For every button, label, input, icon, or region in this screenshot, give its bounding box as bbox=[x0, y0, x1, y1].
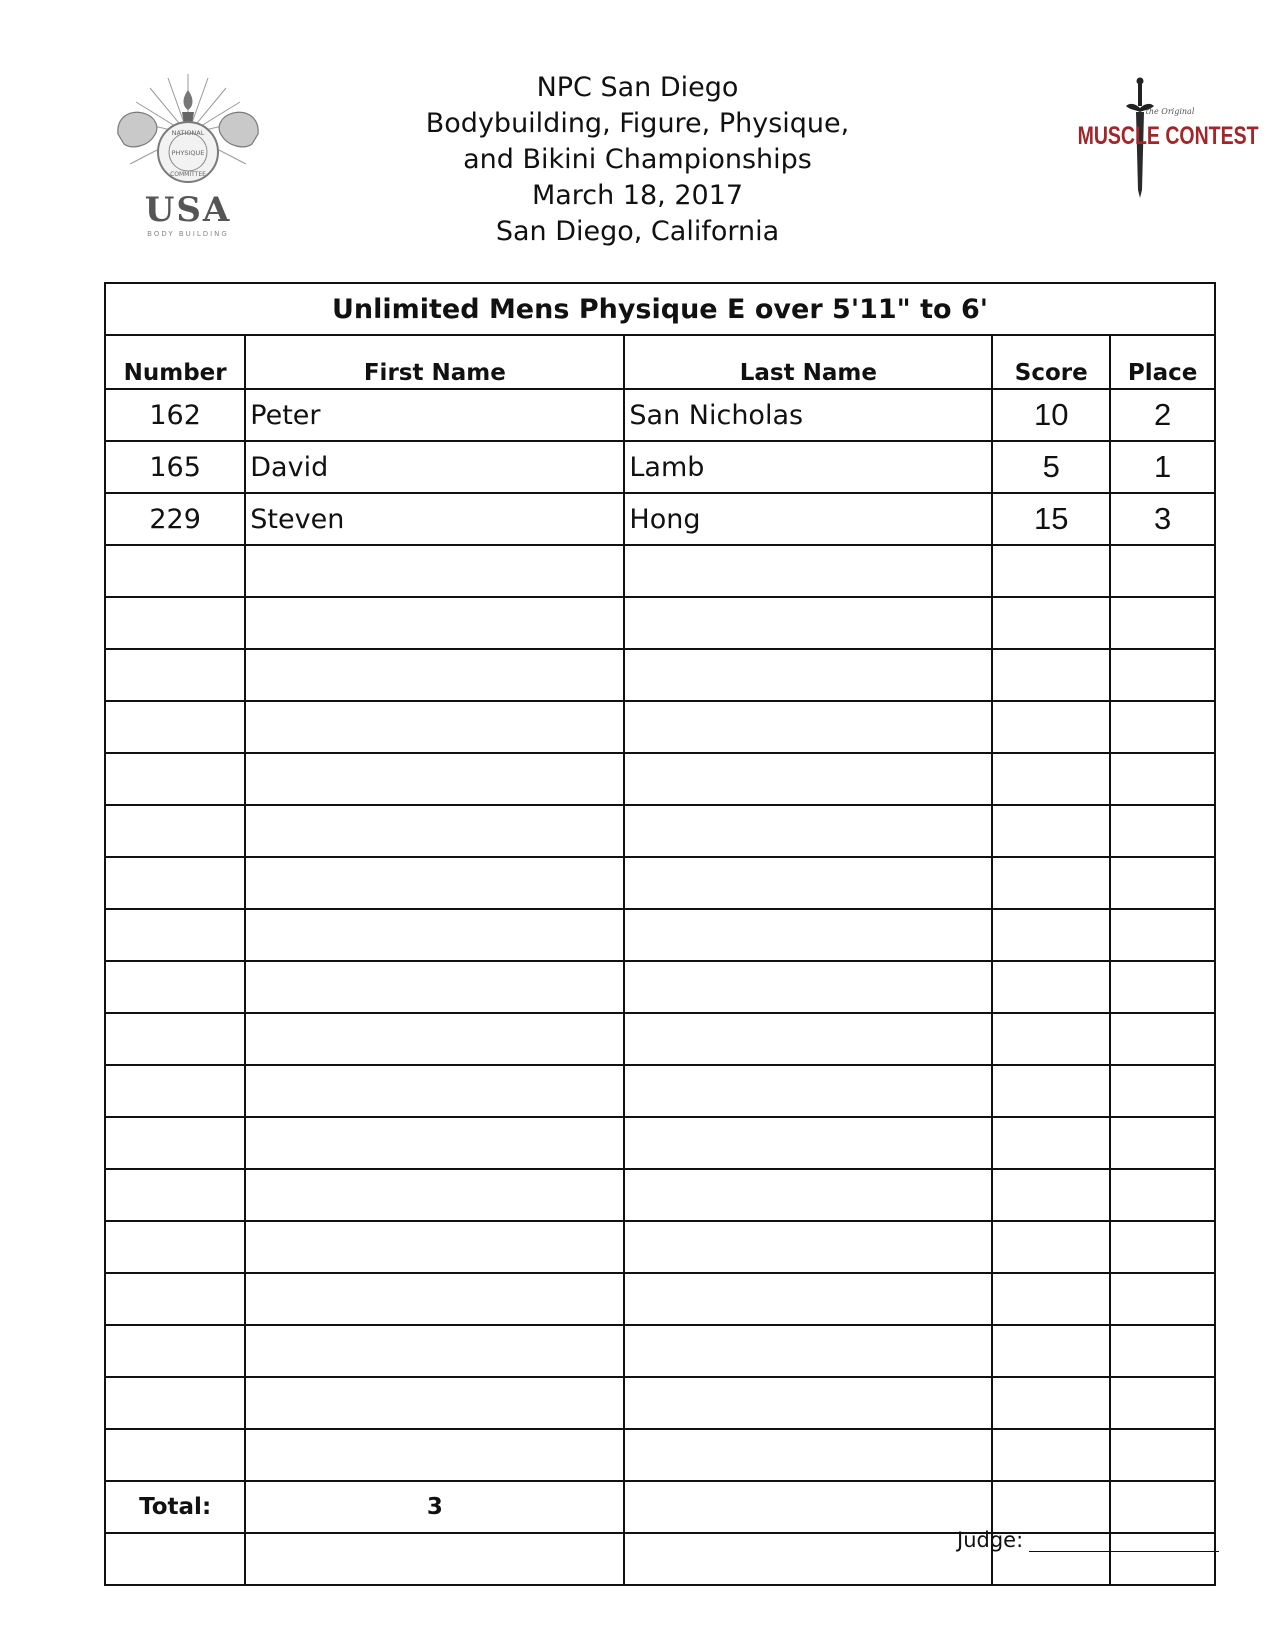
muscle-contest-wordmark: MUSCLE CONTEST bbox=[1077, 122, 1259, 150]
empty-row bbox=[105, 1117, 1215, 1169]
svg-text:PHYSIQUE: PHYSIQUE bbox=[171, 149, 205, 157]
empty-row bbox=[105, 961, 1215, 1013]
competitor-number: 229 bbox=[105, 493, 245, 545]
svg-text:NATIONAL: NATIONAL bbox=[171, 129, 205, 137]
usa-subtext: BODY BUILDING bbox=[147, 230, 229, 238]
col-header-first-name: First Name bbox=[245, 335, 624, 389]
org-name: NPC San Diego bbox=[536, 72, 739, 103]
class-title: Unlimited Mens Physique E over 5'11" to 6' bbox=[105, 283, 1215, 335]
judge-signature-line[interactable] bbox=[1029, 1533, 1219, 1552]
competitor-score: 15 bbox=[992, 493, 1110, 545]
svg-text:COMMITTEE: COMMITTEE bbox=[170, 171, 206, 178]
results-table bbox=[104, 282, 1216, 1586]
empty-row bbox=[105, 1065, 1215, 1117]
table-row bbox=[105, 493, 1215, 545]
svg-text:the Original: the Original bbox=[1145, 107, 1195, 116]
empty-row bbox=[105, 1013, 1215, 1065]
npc-emblem-icon bbox=[108, 72, 268, 192]
competitor-last-name: Lamb bbox=[624, 441, 992, 493]
empty-row bbox=[105, 597, 1215, 649]
competitor-score: 5 bbox=[992, 441, 1110, 493]
competitor-first-name: Steven bbox=[245, 493, 624, 545]
competitor-number: 165 bbox=[105, 441, 245, 493]
judge-signature bbox=[957, 1528, 1219, 1552]
col-header-place: Place bbox=[1110, 335, 1215, 389]
competitor-number: 162 bbox=[105, 389, 245, 441]
competitor-first-name: Peter bbox=[245, 389, 624, 441]
header-row bbox=[105, 335, 1215, 389]
empty-row bbox=[105, 909, 1215, 961]
empty-row bbox=[105, 1377, 1215, 1429]
event-date: March 18, 2017 bbox=[531, 180, 744, 211]
competitor-place: 3 bbox=[1110, 493, 1215, 545]
competitor-first-name: David bbox=[245, 441, 624, 493]
empty-row bbox=[105, 649, 1215, 701]
empty-row bbox=[105, 805, 1215, 857]
title-row bbox=[105, 283, 1215, 335]
script-wordmark-icon bbox=[1060, 94, 1220, 124]
empty-row bbox=[105, 1429, 1215, 1481]
total-row bbox=[105, 1481, 1215, 1533]
event-name-line1: Bodybuilding, Figure, Physique, bbox=[425, 108, 850, 139]
table-row bbox=[105, 441, 1215, 493]
empty-row bbox=[105, 857, 1215, 909]
competitor-score: 10 bbox=[992, 389, 1110, 441]
empty-row bbox=[105, 545, 1215, 597]
col-header-last-name: Last Name bbox=[624, 335, 992, 389]
event-name-line2: and Bikini Championships bbox=[463, 144, 812, 175]
empty-row bbox=[105, 753, 1215, 805]
total-label: Total: bbox=[105, 1481, 245, 1533]
competitor-last-name: San Nicholas bbox=[624, 389, 992, 441]
empty-row bbox=[105, 1169, 1215, 1221]
usa-wordmark: USA bbox=[144, 190, 232, 230]
competitor-place: 2 bbox=[1110, 389, 1215, 441]
empty-row bbox=[105, 701, 1215, 753]
empty-row bbox=[105, 1325, 1215, 1377]
col-header-number: Number bbox=[105, 335, 245, 389]
col-header-score: Score bbox=[992, 335, 1110, 389]
judge-label: Judge: bbox=[957, 1528, 1024, 1552]
competitor-place: 1 bbox=[1110, 441, 1215, 493]
total-value: 3 bbox=[245, 1481, 624, 1533]
table-row bbox=[105, 389, 1215, 441]
competitor-last-name: Hong bbox=[624, 493, 992, 545]
empty-row bbox=[105, 1221, 1215, 1273]
muscle-contest-logo bbox=[1060, 72, 1259, 222]
empty-row bbox=[105, 1273, 1215, 1325]
npc-usa-logo bbox=[108, 72, 268, 242]
event-location: San Diego, California bbox=[495, 216, 780, 247]
